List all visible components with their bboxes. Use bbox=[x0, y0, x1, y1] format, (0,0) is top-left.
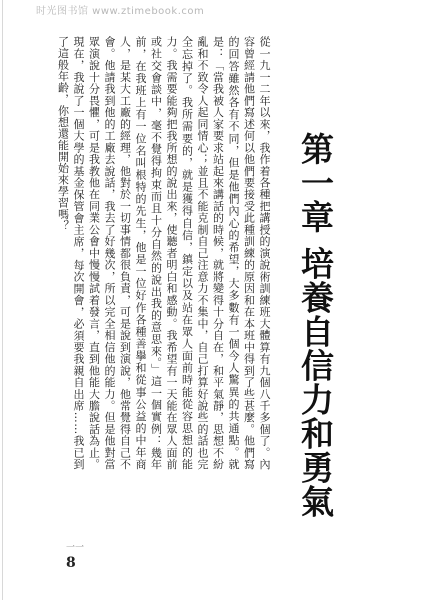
chapter-title: 第一章 培養自信力和勇氣 bbox=[296, 132, 335, 519]
page-mark: 一一 bbox=[66, 543, 85, 553]
body-text: 從一九一二年以來，我作着各種把講授的演說術訓練班大體算有九個八千多個了。內容曾經請他們寫述何以他們要接受此種訓練的原因和在本班中得到了些甚麼。他們寫的回答雖然各有不同，但是他們內心的希望，大多數有一個今人驚異的共通點。就是：「當我被人家要求站起來講話的時候，就將變得十分自在，和平氣靜，思想不紛亂和不致令人起同情心；並且不能克制自己注意力不集中，自己打算好說些的話也完全忘掉了。我所需要的，就是獲得自信，鎮定以及站在眾人面前時能從容思想的能力。我需要能夠把我所想的說出來，使聽者明白和感動。我希望有一天能在眾人面前或社交會談中，毫不覺得拘束而且十分自然的說出我的意思來。」這一個實例：幾年前，在我班上有一位名叫根特的先生，他是一位好作各種善擧和從事公益的中年商人，是某大工廠的經理，他對於一切事情都很負責，可是說到演說，他常覺得自己不會。他請我到他的工廠去說話，我去了好幾次，所以完全相信他的能力。但是他對當眾演說十分畏懼，可是我教他在同業公會中慢慢試着發言，直到他能大膽說話為止。現在，我說了一個大學的基金保管會主席，每次開會，必須要我親自出席……我已到了這般年齡，你想還能開始來學習嗎？ bbox=[56, 36, 271, 470]
scan-edge-line bbox=[2, 0, 3, 600]
watermark: 时光图书馆 www.ztimebook.com bbox=[36, 6, 205, 17]
page-number: 8 bbox=[66, 555, 76, 571]
